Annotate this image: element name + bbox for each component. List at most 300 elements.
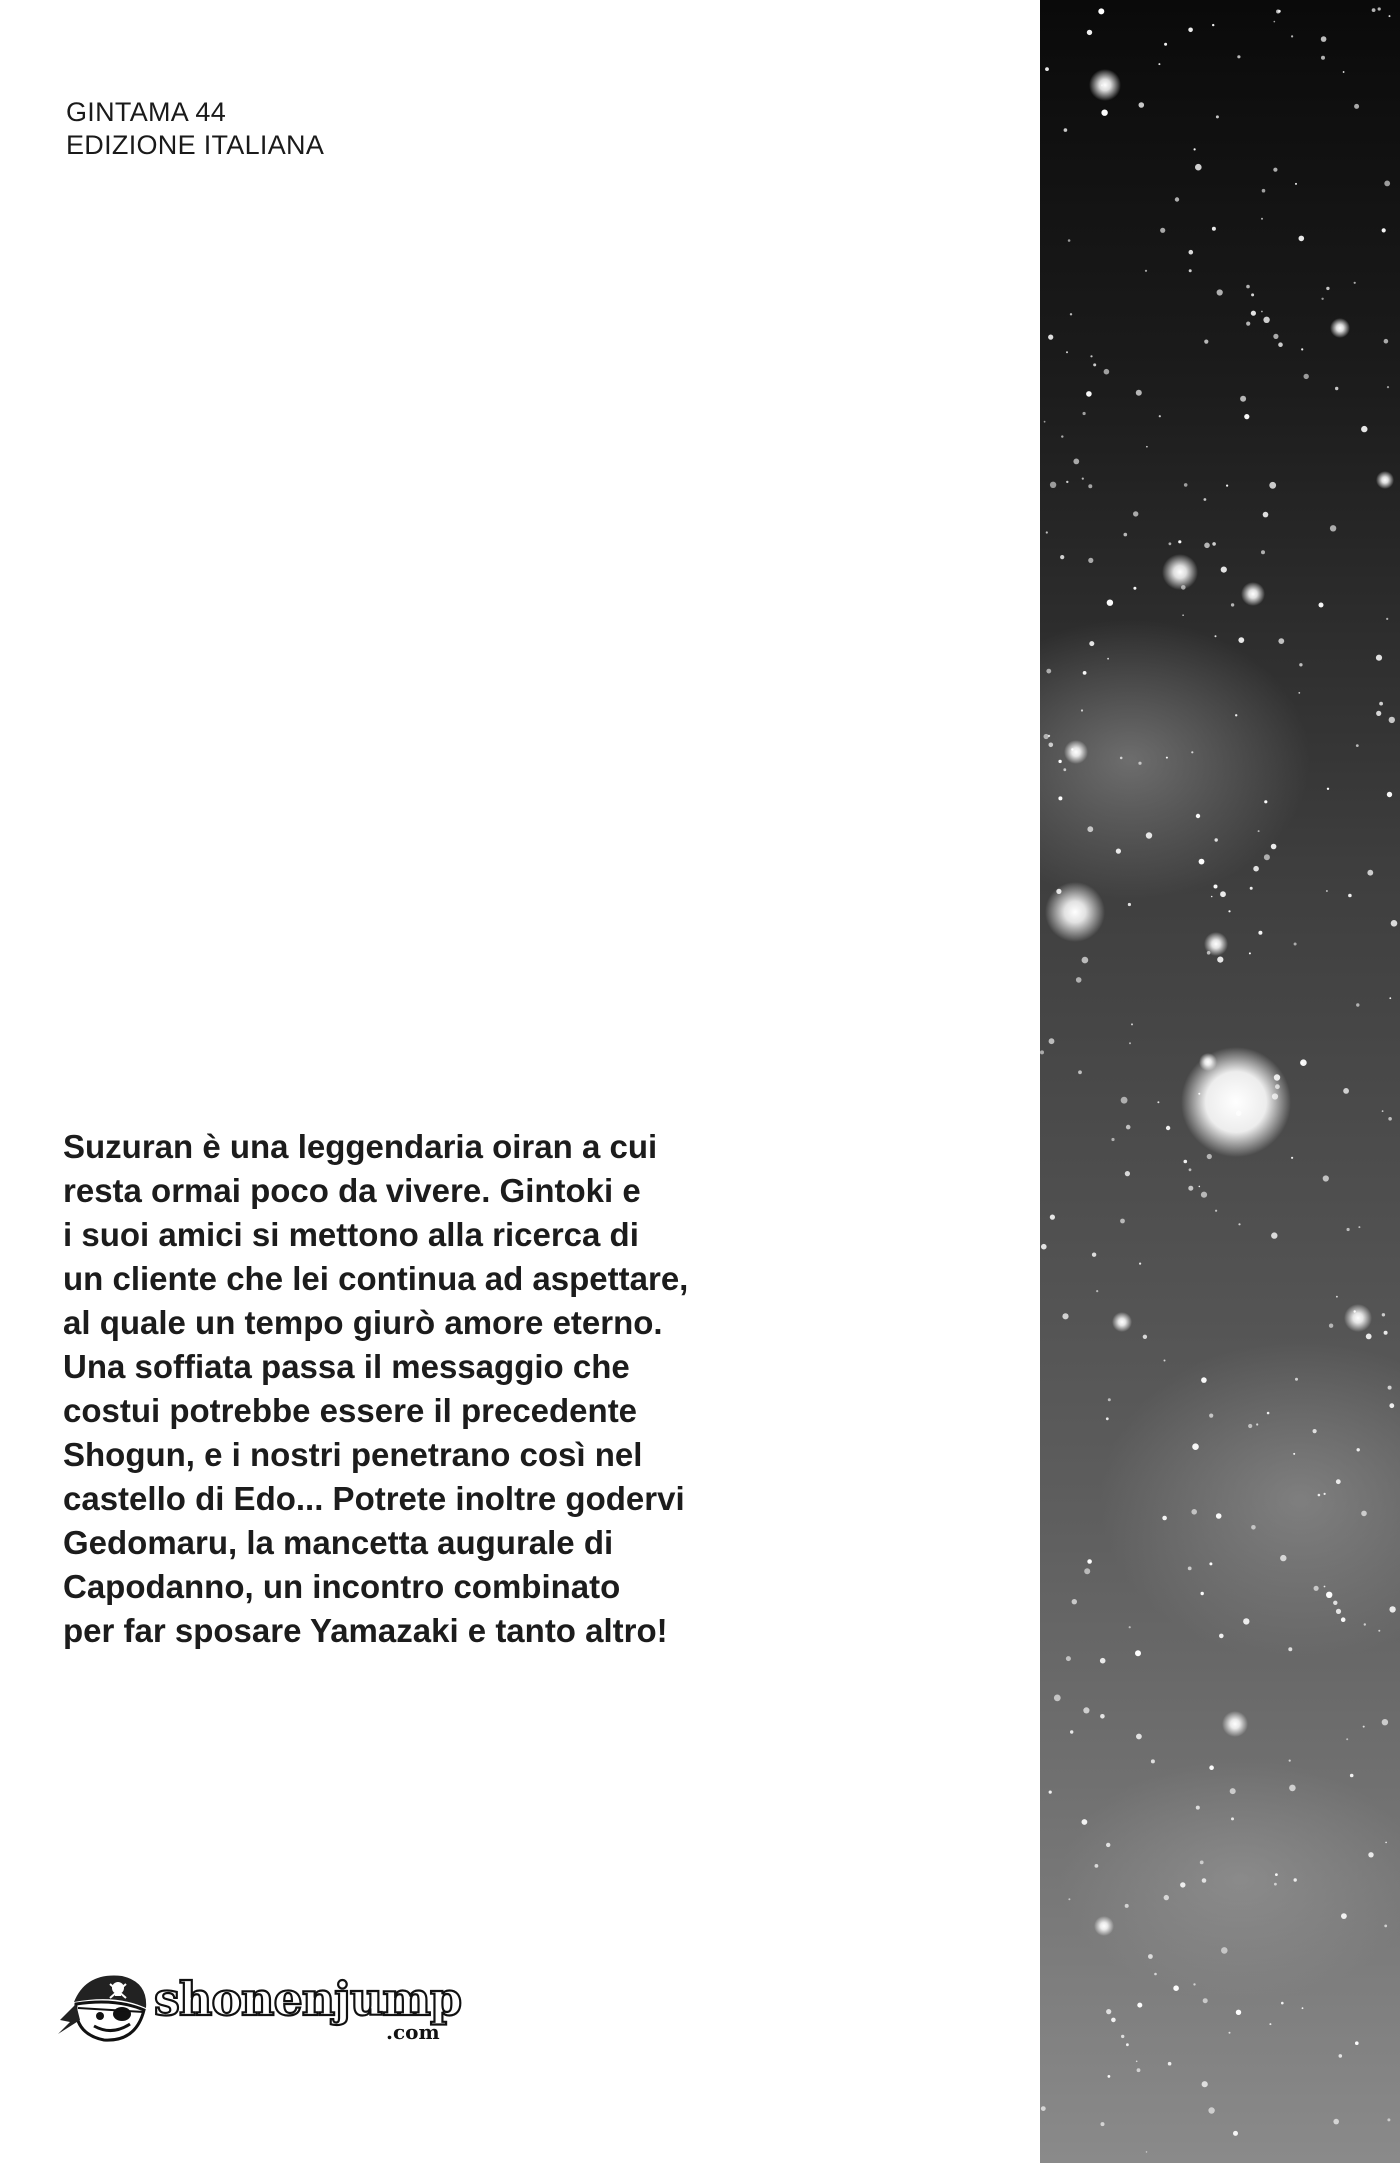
star [1235,714,1237,716]
logo-domain: .com [386,2020,440,2044]
star [1145,270,1147,272]
star [1217,957,1223,963]
star [1131,1023,1133,1025]
star [1346,1738,1348,1740]
star [1384,181,1390,187]
star [1231,1817,1234,1820]
synopsis-line: Shogun, e i nostri penetrano così nel [63,1436,643,1473]
star [1168,2062,1172,2066]
star [1199,1053,1217,1071]
synopsis-line: al quale un tempo giurò amore eterno. [63,1304,663,1341]
star [1382,228,1386,232]
star [1333,1601,1337,1605]
star [1108,1398,1111,1401]
star [1357,1448,1360,1451]
star [1061,435,1063,437]
star [1258,931,1262,935]
star [1222,1711,1248,1737]
star [1133,511,1138,516]
star [1267,1412,1270,1415]
star [1356,1003,1359,1006]
star [1262,189,1266,193]
star [1046,669,1051,674]
star [1389,997,1391,999]
star [1367,870,1373,876]
star [1314,1586,1319,1591]
star [1273,334,1278,339]
star [1064,740,1088,764]
star [1295,183,1297,185]
star [1082,1819,1088,1825]
star [1327,788,1329,790]
star [1068,239,1071,242]
star [1106,1417,1109,1420]
star [1212,227,1216,231]
star [1191,1509,1197,1515]
star [1299,236,1305,242]
star [1299,663,1302,666]
star [1215,838,1218,841]
star [1188,1567,1192,1571]
star [1326,287,1329,290]
star [1318,1494,1321,1497]
star [1216,1513,1222,1519]
star [1146,832,1152,838]
star [1203,1998,1208,2003]
star [1289,1785,1296,1792]
star [1164,1895,1169,1900]
edition-label: EDIZIONE ITALIANA [66,130,325,160]
star [1300,1059,1307,1066]
star [1384,1331,1388,1335]
star [1333,2119,1339,2125]
star [1084,1568,1090,1574]
star [1313,1429,1317,1433]
star [1204,340,1208,344]
star [1368,1852,1373,1857]
star [1354,104,1359,109]
star [1271,844,1277,850]
star [1049,1038,1055,1044]
star [1249,952,1251,954]
star [1280,1555,1286,1561]
star [1343,71,1345,73]
star [1241,582,1265,606]
star [1139,1263,1141,1265]
synopsis-line: costui potrebbe essere il precedente [63,1392,638,1429]
star [1274,1074,1280,1080]
star [1207,951,1211,955]
star [1269,482,1276,489]
star [1189,250,1194,255]
star [1158,63,1160,65]
star [1166,1126,1170,1130]
star [1107,658,1109,660]
star [1220,891,1226,897]
star [1288,1647,1292,1651]
star [1214,885,1218,889]
star [1231,603,1234,606]
star [1233,2131,1238,2136]
star [1389,717,1395,723]
star [1044,734,1049,739]
star [1388,1117,1392,1121]
star [1063,768,1066,771]
star [1050,482,1056,488]
star [1274,1883,1277,1886]
star [1236,1111,1242,1117]
star [1217,289,1223,295]
star [1356,744,1359,747]
star [1212,24,1214,26]
star [1274,21,1276,23]
star [1271,1232,1277,1238]
star [1261,218,1263,220]
star [1196,1806,1200,1810]
star [1387,386,1389,388]
star [1376,471,1394,489]
star [1082,957,1089,964]
star [1078,1070,1082,1074]
star [1136,390,1142,396]
star [1046,531,1048,533]
star [1382,1313,1385,1316]
star [1182,614,1184,616]
star [1201,1592,1204,1595]
star [1188,1186,1193,1191]
star [1049,1791,1052,1794]
star [1385,1842,1387,1844]
star [1329,1324,1333,1328]
star [1100,1658,1106,1664]
star [1388,1386,1392,1390]
star [1101,110,1107,116]
star [1066,1656,1071,1661]
star [1139,102,1145,108]
star [1294,943,1297,946]
star [1184,1160,1188,1164]
star [1056,889,1061,894]
star [1278,342,1283,347]
star [1081,709,1083,711]
star [1339,2054,1343,2058]
star [1335,387,1338,390]
star [1108,2075,1111,2078]
star [1253,866,1259,872]
star [1088,558,1093,563]
synopsis-line: i suoi amici si mettono alla ricerca di [63,1216,639,1253]
star [1354,1310,1356,1312]
star [1066,351,1068,353]
star [1321,36,1327,42]
star [1087,826,1093,832]
star [1093,363,1096,366]
star [1204,543,1210,549]
star [1137,2003,1142,2008]
star [1366,1334,1372,1340]
star [1058,760,1061,763]
book-title: GINTAMA 44 [66,97,227,127]
star [1238,637,1244,643]
synopsis-line: resta ormai poco da vivere. Gintoki e [63,1172,641,1209]
star [1216,115,1219,118]
star [1326,890,1328,892]
star [1041,2106,1046,2111]
logo-wordmark: shonenjump [154,1972,462,2026]
star [1336,1296,1338,1298]
star [1251,293,1254,296]
star [1236,2010,1241,2015]
star [1040,1050,1044,1054]
star [1330,525,1336,531]
star [1125,1904,1129,1908]
star [1198,1093,1200,1095]
star [1226,485,1228,487]
star [1376,655,1382,661]
star [1212,542,1216,546]
star [1136,1734,1142,1740]
star [1207,1154,1212,1159]
star [1120,757,1123,760]
star [1068,1898,1070,1900]
star [1324,1586,1326,1588]
star [1219,1634,1224,1639]
star [1125,1171,1130,1176]
star [1358,1226,1360,1228]
star [1175,197,1179,201]
star [1208,2107,1214,2113]
star [1302,2007,1304,2009]
star [1137,2068,1141,2072]
star [1045,67,1049,71]
star [1250,887,1253,890]
star [1293,1453,1295,1455]
star [1048,335,1053,340]
star [1062,1313,1068,1319]
star [1041,1244,1047,1250]
star [1162,1516,1167,1521]
star [1336,1479,1341,1484]
star [1092,1253,1096,1257]
star [1087,1559,1092,1564]
star [1251,311,1256,316]
star [1238,1223,1240,1225]
star [1261,550,1265,554]
star [1343,1088,1349,1094]
star [1389,15,1391,17]
synopsis-line: Suzuran è una leggendaria oiran a cui [63,1128,658,1165]
star [1070,1730,1073,1733]
star [1089,641,1094,646]
star [1323,1175,1329,1181]
star [1276,10,1280,14]
synopsis-line: Gedomaru, la mancetta augurale di [63,1524,614,1561]
star [1100,1714,1105,1719]
star [1094,1916,1114,1936]
star [1202,2081,1208,2087]
star [1054,1695,1061,1702]
star [1273,168,1277,172]
star [1106,2009,1111,2014]
star [1082,478,1084,480]
star [1386,618,1388,620]
star [1083,1707,1089,1713]
star [1256,1423,1258,1425]
star [1058,796,1062,800]
star [1120,1219,1125,1224]
star [1221,1947,1228,1954]
star [1294,1878,1297,1881]
star [1148,1954,1153,1959]
star [1089,69,1121,101]
star [1251,1525,1256,1530]
star [1326,1592,1332,1598]
star [1096,1290,1098,1292]
star [1189,269,1192,272]
star [1246,285,1250,289]
star [1248,1424,1252,1428]
star [1379,702,1383,706]
star [1184,483,1188,487]
pirate-mascot-icon [56,1964,156,2052]
star [1389,1403,1394,1408]
star [1070,313,1072,315]
star [1098,8,1104,14]
star [1121,2035,1124,2038]
star [1244,414,1249,419]
star [1243,1618,1249,1624]
star [1350,1774,1354,1778]
star [1289,1760,1291,1762]
star [1107,600,1113,606]
star [1087,30,1092,35]
star [1291,1157,1293,1159]
star [1263,317,1269,323]
star [1230,1788,1236,1794]
star [1106,1843,1110,1847]
star [1133,587,1136,590]
star [1112,1312,1132,1332]
star [1136,2061,1138,2063]
star [1088,484,1092,488]
star [1050,1215,1055,1220]
star [1066,481,1068,483]
star [1263,512,1269,518]
star [1178,540,1181,543]
star [1301,348,1303,350]
star [1146,446,1148,448]
star [1228,910,1230,912]
star [1264,854,1270,860]
star [1354,282,1356,284]
star [1126,1125,1131,1130]
star [1191,751,1193,753]
star [1073,459,1079,465]
star [1124,533,1128,537]
star [1387,2118,1390,2121]
star [1201,1377,1207,1383]
star [1193,1983,1195,1985]
star [1240,396,1246,402]
star [1086,391,1092,397]
star [1378,1630,1380,1632]
star [1204,498,1207,501]
star [1154,1973,1157,1976]
star [1319,603,1324,608]
star [1269,2023,1271,2025]
star [1201,1192,1207,1198]
star [1361,426,1367,432]
star [1361,1511,1367,1517]
starfield-panel [1040,0,1400,2163]
star [1126,2043,1129,2046]
star [1281,2002,1284,2005]
star [1151,1759,1155,1763]
star [1162,554,1198,590]
star [1129,1042,1131,1044]
star [1391,920,1398,927]
star [1389,1606,1395,1612]
star [1169,542,1172,545]
star [1192,1443,1199,1450]
star [1111,1138,1114,1141]
star [1159,415,1161,417]
synopsis-line: un cliente che lei continua ad aspettare, [63,1260,689,1297]
synopsis-line: per far sposare Yamazaki e tanto altro! [63,1612,668,1649]
star [1363,1726,1365,1728]
star [1164,1360,1166,1362]
star [1229,2032,1231,2034]
star [1209,1765,1214,1770]
star [1083,671,1087,675]
star [1215,1210,1217,1212]
star [1291,35,1293,37]
star [1200,1861,1204,1865]
star [1295,1378,1298,1381]
star [1146,2151,1148,2153]
star [1060,555,1064,559]
star [1209,1414,1213,1418]
star [1348,894,1352,898]
star [1215,635,1217,637]
star [1336,1609,1341,1614]
star [1157,1101,1159,1103]
star [1275,1873,1278,1876]
shonenjump-logo [56,1964,516,2052]
star [1164,43,1167,46]
star [1049,743,1054,748]
star [1180,1882,1185,1887]
star [1298,692,1300,694]
star [1237,55,1240,58]
star [1258,830,1260,832]
star [1181,585,1186,590]
star [1221,567,1227,573]
star [1264,800,1267,803]
star [1199,1186,1201,1188]
star [1090,355,1092,357]
star [1083,412,1086,415]
star [1101,2122,1105,2126]
star [1111,2018,1116,2023]
star [1341,1913,1347,1919]
star [1199,859,1205,865]
star [1195,164,1202,171]
synopsis-text [63,1125,763,1653]
star [1095,1864,1099,1868]
star [1072,1599,1077,1604]
star [1194,148,1196,150]
